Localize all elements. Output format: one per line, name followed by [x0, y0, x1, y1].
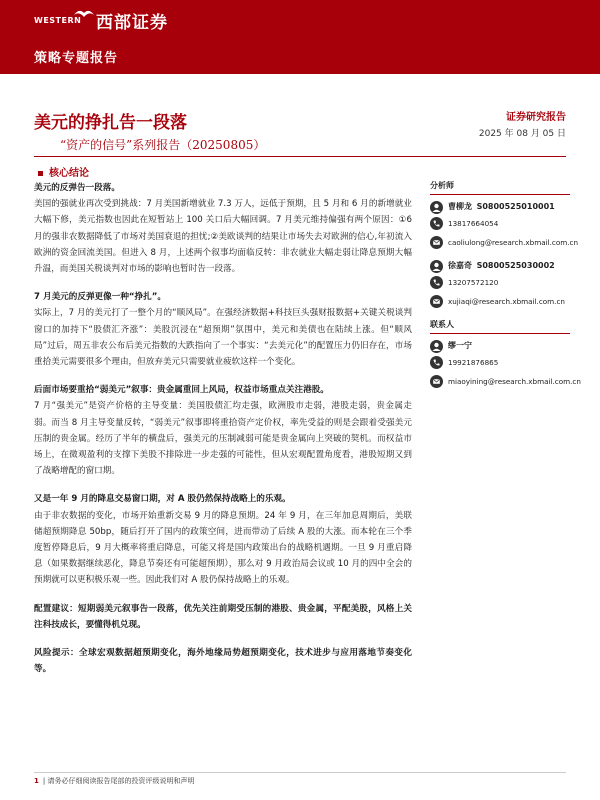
email-icon	[430, 236, 443, 249]
analyst-phone-row	[430, 273, 570, 292]
section-heading-text: 核心结论	[49, 168, 89, 179]
report-type-label: 证券研究报告	[506, 112, 566, 123]
paragraph: 实际上，7 月的美元打了一整个月的“顺风局”。在强经济数据+科技巨头强财报数据+关键关税谈判窗口的加持下“股债汇齐涨”：美股沉浸在“超预期”氛围中，美元和美债也在陆续上涨。但“顺风局”过后，周五非农公布后美元指数的大跌指向了一个事实：“去美元化”的配置压力仍旧存在，市场重拾美元需要很多个理由，但放弃美元只需要就业疲软这样一个变化。	[34, 308, 412, 368]
page-number: 1	[34, 777, 39, 785]
paragraph-heading: 7 月美元的反弹更像一种“挣扎”。	[34, 292, 166, 303]
paragraph-heading: 后面市场要重拾“弱美元”叙事：贵金属重回上风局，权益市场重点关注港股。	[34, 385, 329, 396]
analyst-email-row	[430, 292, 570, 311]
person-icon	[430, 340, 443, 353]
phone-icon	[430, 356, 443, 369]
paragraph-heading: 美元的反弹告一段落。	[34, 183, 120, 193]
footer-note: 请务必仔细阅读报告尾部的投资评级说明和声明	[47, 777, 195, 785]
phone-icon	[430, 276, 443, 289]
analyst-heading: 分析师	[430, 180, 570, 195]
analyst-cert: S0800525030002	[476, 261, 555, 270]
page-footer: 1 | 请务必仔细阅读报告尾部的投资评级说明和声明	[34, 777, 195, 785]
contact-phone-row	[430, 353, 570, 372]
contact-email[interactable]: miaoyining@research.xbmail.com.cn	[448, 377, 581, 386]
report-subtitle: “资产的信号”系列报告（20250805）	[60, 138, 266, 152]
analyst-email-row	[430, 233, 579, 252]
company-logo	[34, 8, 194, 36]
paragraph: 由于非农数据的变化，市场开始重新交易 9 月的降息预期。24 年 9 月，在三年加息周期后，美联储超预期降息 50bp，随后打开了国内的政策空间，进而带动了后续 A 股的大涨。而本轮在三个季度暂停降息后，9 月大概率将重启降息，可能又将是国内政策出台的战略机遇期。一旦 9 月重启降息（如果数据继续恶化，降息节奏还有可能超预期），那么对 9 月政治局会议或 10 月的四中全会的预期就可以更积极乐观一些。因此我们对 A 股仍保持战略上的乐观。	[34, 510, 412, 586]
document-type: 策略专题报告	[34, 51, 119, 66]
contact-email-row	[430, 372, 581, 391]
analyst-card	[430, 201, 579, 252]
bullet-square-icon	[38, 171, 43, 176]
main-body	[34, 180, 412, 677]
analyst-name-row	[430, 260, 570, 271]
analyst-phone: 13817664054	[448, 219, 499, 228]
analyst-cert: S0800525010001	[476, 202, 555, 211]
footer-divider	[34, 772, 566, 773]
email-icon	[430, 295, 443, 308]
contact-card	[430, 340, 581, 391]
report-title: 美元的挣扎告一段落	[34, 113, 187, 133]
bird-logo-icon	[74, 8, 94, 18]
analyst-name-row	[430, 201, 570, 212]
phone-icon	[430, 217, 443, 230]
paragraph-heading: 又是一年 9 月的降息交易窗口期，对 A 股仍然保持战略上的乐观。	[34, 494, 291, 505]
page-header	[0, 0, 600, 74]
analyst-name: 曹柳龙	[448, 202, 472, 211]
logo-chinese: 西部证券	[96, 13, 168, 33]
email-icon	[430, 375, 443, 388]
paragraph: 7 月“强美元”是资产价格的主导变量：美国股债汇均走强，欧洲股市走弱，港股走弱，贵金属走弱。而当 8 月主导变量反转，“弱美元”叙事即将重拾资产定价权，率先受益的则是会跟着受强美元压制的贵金属。经历了半年的横盘后，强美元的压制减弱可能是贵金属向上突破的契机。而权益市场上，在微观盈利的支撑下美股不排除进一步走强的可能性，但从宏观配置角度看，港股短期又到了战略增配的窗口期。	[34, 401, 412, 477]
section-heading	[38, 164, 89, 179]
analyst-name: 徐嘉奇	[448, 261, 472, 270]
analyst-card	[430, 260, 570, 311]
contact-name-row	[430, 340, 570, 351]
analyst-email[interactable]: caoliulong@research.xbmail.com.cn	[448, 238, 579, 247]
report-date: 2025 年 08 月 05 日	[478, 129, 566, 139]
risk-warning: 风险提示：全球宏观数据超预期变化，海外地缘局势超预期变化，技术进步与应用落地节奏变化等。	[34, 648, 412, 675]
contact-name: 缪一宁	[448, 341, 472, 350]
analyst-phone: 13207572120	[448, 278, 499, 287]
contact-phone: 19921876865	[448, 358, 499, 367]
sidebar	[430, 180, 581, 391]
analyst-email[interactable]: xujiaqi@research.xbmail.com.cn	[448, 297, 565, 306]
person-icon	[430, 260, 443, 273]
title-divider	[34, 156, 566, 157]
paragraph: 美国的强就业再次受到挑战：7 月美国新增就业 7.3 万人，远低于预期，且 5 月和 6 月的新增就业大幅下修，美元指数也因此在短暂站上 100 关口后大幅回调。7 月美元维持偏强有两个原因：①6 月的强非农数据降低了市场对美国衰退的担忧;②美欧谈判的结果让市场失去对欧洲的信心,年初流入欧洲的资金回流美国。但进入 8 月，上述两个叙事均面临反转：非农就业大幅走弱让降息预期大幅升温，而美国关税谈判对市场的影响也暂时告一段落。	[34, 199, 412, 275]
person-icon	[430, 201, 443, 214]
logo-english: WESTERN	[34, 16, 82, 25]
analyst-phone-row	[430, 214, 570, 233]
allocation-advice: 配置建议：短期弱美元叙事告一段落，优先关注前期受压制的港股、贵金属，平配美股，风格上关注科技成长，要懂得机兑现。	[34, 603, 412, 630]
contact-heading: 联系人	[430, 319, 570, 334]
